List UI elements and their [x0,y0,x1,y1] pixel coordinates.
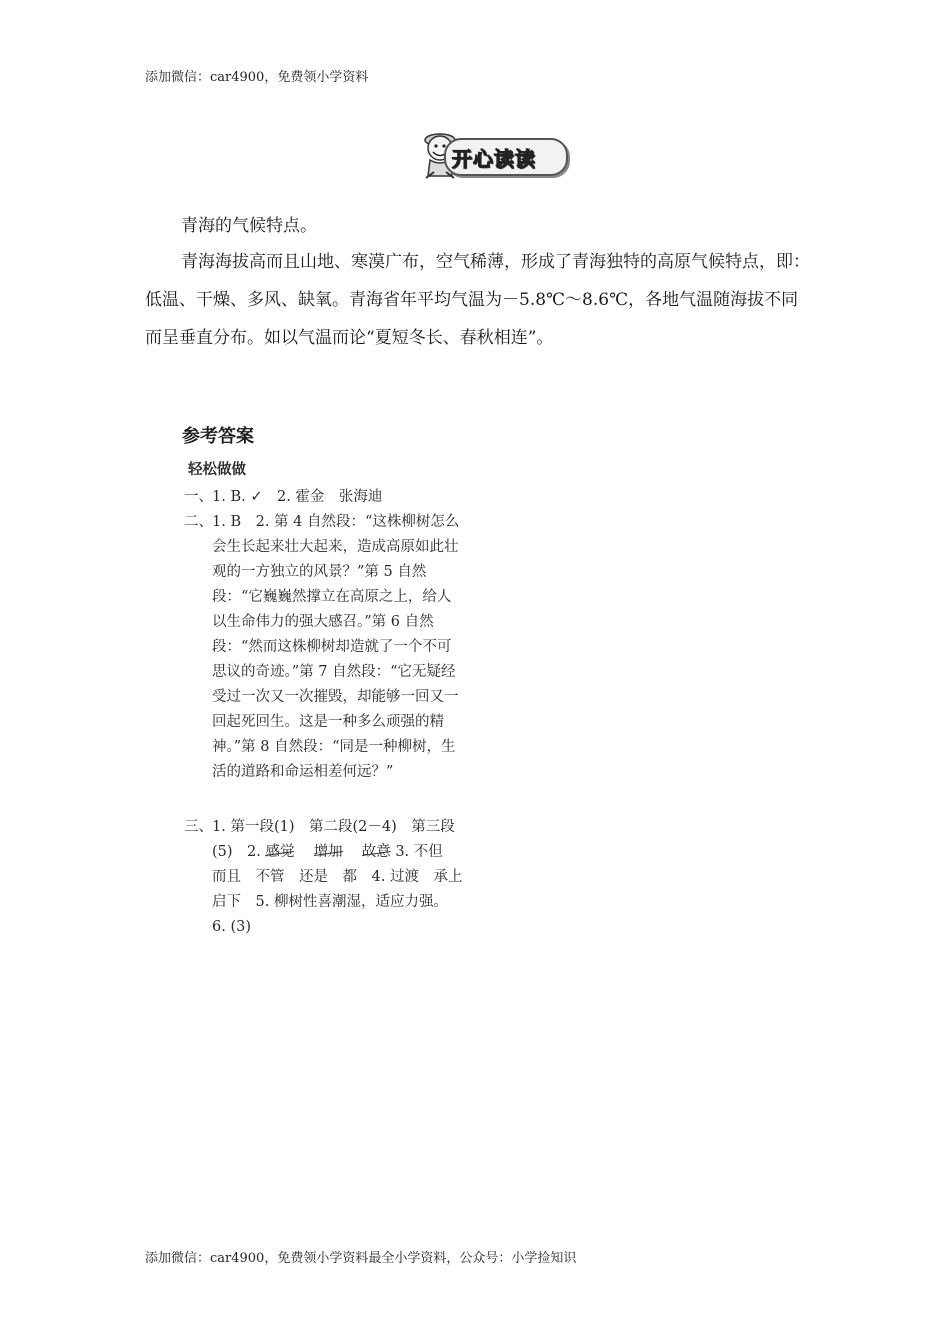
answer-text: 1. B. ✓ 2. 霍金 张海迪 [212,489,383,505]
answer-number: 一、 [184,489,213,505]
section-title: 轻松做做 [188,462,246,478]
corrected-word: 增加 [313,844,343,860]
answer-part: 1. 第一段(1) 第二段(2－4) 第三段(5) 2. [212,819,455,860]
answer-part: 3. 不但 而且 不管 还是 都 4. 过渡 承上启下 5. 柳树性喜潮湿，适应力强。 6. (3) [212,844,463,935]
answer-item-3 [184,815,464,940]
answer-text [212,815,464,940]
corrected-word: 故意 [361,844,391,860]
answer-item-1 [184,485,464,510]
corrected-word: 感觉 [265,844,295,860]
page-header: 添加微信：car4900，免费领小学资料 [145,70,369,85]
reading-badge [418,124,568,182]
answer-text: 1. B 2. 第 4 自然段：“这株柳树怎么会生长起来壮大起来，造成高原如此壮观的一方独立的风景？”第 5 自然段：“它巍巍然撑立在高原之上，给人以生命伟力的强大感召。”第 6 自然段：“然而这株柳树却造就了一个不可思议的奇迹。”第 7 自然段：“它无疑经受过一次又一次摧毁，却能够一回又一回起死回生。这是一种多么顽强的精神。”第 8 自然段：“同是一种柳树，生活的道路和命运相差何远？” [212,514,460,780]
badge-label: 开心读读 [452,147,536,171]
answer-item-2 [184,510,464,785]
reading-body: 青海海拔高而且山地、寒漠广布，空气稀薄，形成了青海独特的高原气候特点，即：低温、干燥、多风、缺氧。青海省年平均气温为－5.8℃～8.6℃，各地气温随海拔不同而呈垂直分布。如以气温而论“夏短冬长、春秋相连”。 [145,252,810,348]
answer-number: 二、 [184,514,213,530]
answer-key-scan [184,458,464,940]
answers-title: 参考答案 [182,426,254,447]
page-footer: 添加微信：car4900，免费领小学资料最全小学资料，公众号：小学捡知识 [145,1251,577,1266]
reading-title: 青海的气候特点。 [181,216,317,236]
answer-number: 三、 [184,819,213,835]
